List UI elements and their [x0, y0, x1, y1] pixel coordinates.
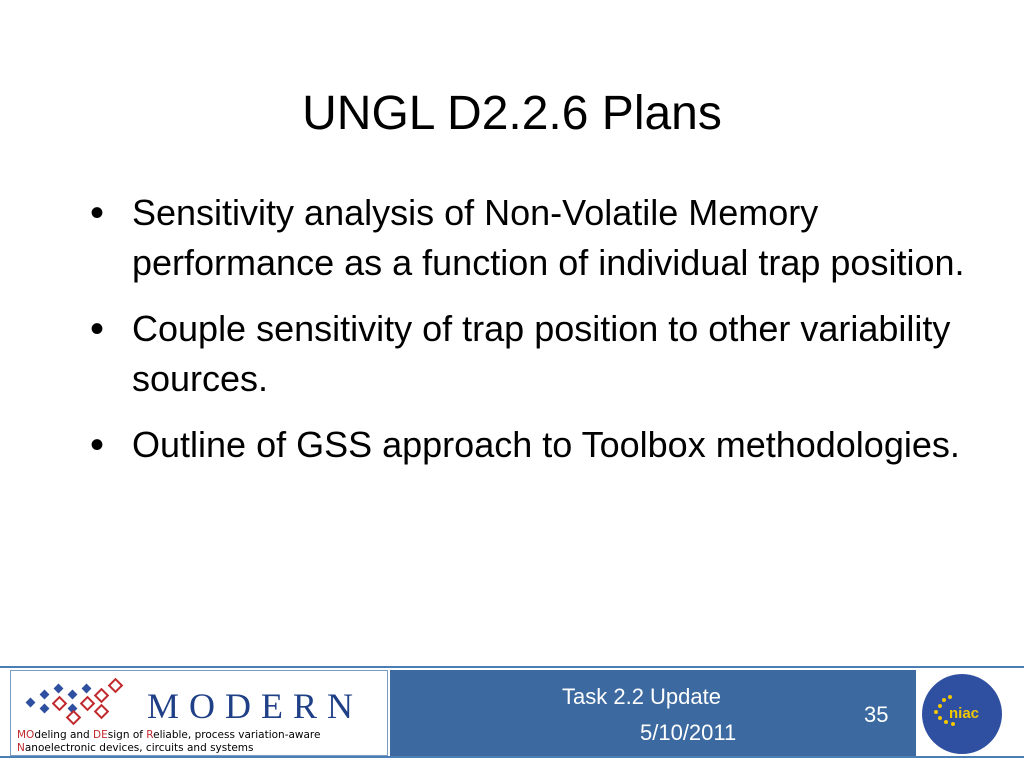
bullet-dot-icon: • — [90, 191, 105, 235]
caption-fragment: MO — [17, 729, 35, 741]
bullet-item — [88, 420, 968, 470]
bullet-text: Sensitivity analysis of Non-Volatile Memory performance as a function of individual trap position. — [132, 192, 965, 283]
caption-fragment: N — [17, 742, 25, 754]
niac-logo-icon — [920, 672, 1004, 756]
footer-task-label: Task 2.2 Update — [562, 684, 721, 709]
slide-title: UNGL D2.2.6 Plans — [302, 87, 722, 140]
caption-fragment: anoelectronic devices, circuits and systems — [24, 742, 254, 754]
caption-line-2 — [17, 742, 389, 755]
bullet-dot-icon: • — [90, 423, 105, 467]
caption-line-1 — [17, 729, 389, 742]
caption-fragment: DE — [93, 729, 108, 741]
bullet-text: Outline of GSS approach to Toolbox methodologies. — [132, 424, 960, 465]
bullet-item — [88, 188, 968, 288]
slide-footer — [0, 666, 1024, 758]
page-number: 35 — [864, 702, 889, 727]
bullet-item — [88, 304, 968, 404]
footer-date: 5/10/2011 — [640, 720, 737, 745]
modern-logo-panel — [10, 670, 388, 756]
caption-fragment: sign of — [107, 729, 147, 741]
niac-logo-panel — [916, 670, 1014, 756]
bullet-dot-icon: • — [90, 307, 105, 351]
caption-fragment: eliable, process variation-aware — [153, 729, 321, 741]
modern-logo-word: MODERN — [147, 686, 364, 726]
caption-fragment: deling and — [34, 729, 94, 741]
logo-caption — [17, 729, 389, 755]
niac-logo-text: niac — [949, 705, 980, 722]
bullet-text: Couple sensitivity of trap position to other variability sources. — [132, 308, 951, 399]
caption-fragment: R — [146, 729, 154, 741]
modern-logo-icon — [19, 675, 143, 727]
footer-info-panel — [390, 670, 916, 756]
bullet-list — [88, 188, 968, 486]
